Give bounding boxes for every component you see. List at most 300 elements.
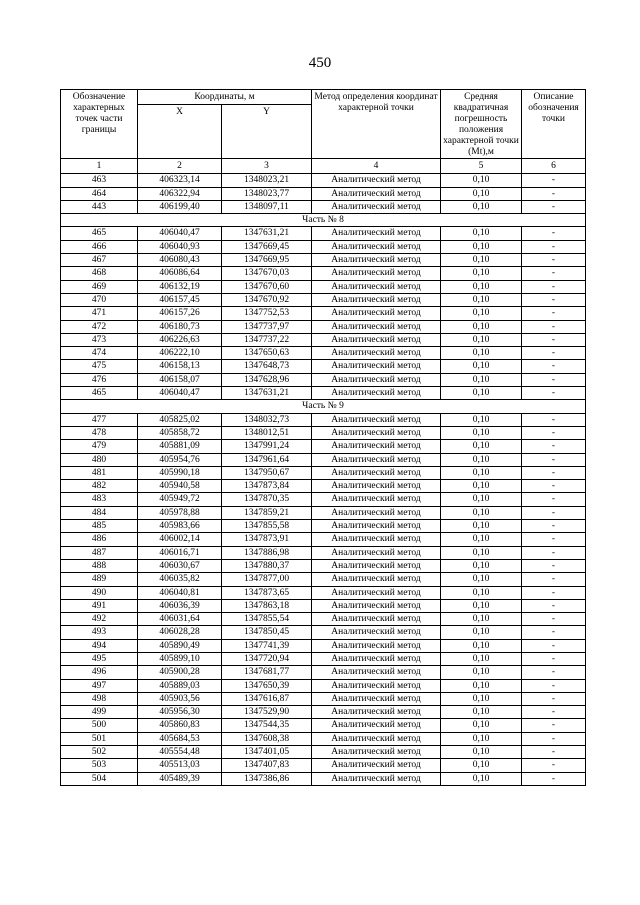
table-row — [61, 573, 586, 586]
coord-x: 406028,28 — [138, 626, 222, 639]
point-id: 476 — [61, 373, 138, 386]
error: 0,10 — [441, 453, 522, 466]
method: Аналитический метод — [312, 626, 441, 639]
error: 0,10 — [441, 599, 522, 612]
method: Аналитический метод — [312, 373, 441, 386]
point-id: 463 — [61, 174, 138, 187]
point-id: 468 — [61, 267, 138, 280]
point-id: 494 — [61, 639, 138, 652]
error: 0,10 — [441, 200, 522, 213]
error: 0,10 — [441, 320, 522, 333]
coord-y: 1347873,65 — [222, 586, 312, 599]
coord-x: 406016,71 — [138, 546, 222, 559]
method: Аналитический метод — [312, 613, 441, 626]
method: Аналитический метод — [312, 280, 441, 293]
description: - — [522, 254, 586, 267]
point-id: 465 — [61, 227, 138, 240]
table-row — [61, 746, 586, 759]
method: Аналитический метод — [312, 347, 441, 360]
error: 0,10 — [441, 333, 522, 346]
coord-x: 405983,66 — [138, 520, 222, 533]
method: Аналитический метод — [312, 174, 441, 187]
method: Аналитический метод — [312, 387, 441, 400]
method: Аналитический метод — [312, 706, 441, 719]
table-row — [61, 240, 586, 253]
method: Аналитический метод — [312, 719, 441, 732]
method: Аналитический метод — [312, 466, 441, 479]
description: - — [522, 533, 586, 546]
description: - — [522, 440, 586, 453]
error: 0,10 — [441, 174, 522, 187]
error: 0,10 — [441, 706, 522, 719]
coord-y: 1347669,45 — [222, 240, 312, 253]
description: - — [522, 759, 586, 772]
coord-x: 405889,03 — [138, 679, 222, 692]
coord-x: 405956,30 — [138, 706, 222, 719]
coord-y: 1347855,54 — [222, 613, 312, 626]
description: - — [522, 520, 586, 533]
error: 0,10 — [441, 440, 522, 453]
error: 0,10 — [441, 240, 522, 253]
error: 0,10 — [441, 347, 522, 360]
header-description: Описание обозначения точки — [522, 90, 586, 159]
header-method: Метод определения координат характерной точки — [312, 90, 441, 159]
point-id: 504 — [61, 772, 138, 785]
error: 0,10 — [441, 520, 522, 533]
table-row — [61, 347, 586, 360]
point-id: 491 — [61, 599, 138, 612]
point-id: 498 — [61, 692, 138, 705]
point-id: 486 — [61, 533, 138, 546]
error: 0,10 — [441, 772, 522, 785]
table-row — [61, 480, 586, 493]
coord-y: 1347873,84 — [222, 480, 312, 493]
table-row — [61, 267, 586, 280]
method: Аналитический метод — [312, 267, 441, 280]
header-designation: Обозначение характерных точек части границы — [61, 90, 138, 159]
coord-y: 1347670,60 — [222, 280, 312, 293]
table-row — [61, 373, 586, 386]
coord-y: 1347670,92 — [222, 293, 312, 306]
method: Аналитический метод — [312, 759, 441, 772]
description: - — [522, 652, 586, 665]
point-id: 464 — [61, 187, 138, 200]
method: Аналитический метод — [312, 599, 441, 612]
table-row — [61, 466, 586, 479]
description: - — [522, 546, 586, 559]
coord-x: 406040,81 — [138, 586, 222, 599]
point-id: 465 — [61, 387, 138, 400]
description: - — [522, 347, 586, 360]
error: 0,10 — [441, 546, 522, 559]
coord-y: 1347873,91 — [222, 533, 312, 546]
error: 0,10 — [441, 480, 522, 493]
coord-y: 1347752,53 — [222, 307, 312, 320]
method: Аналитический метод — [312, 333, 441, 346]
coord-x: 406158,13 — [138, 360, 222, 373]
table-row — [61, 679, 586, 692]
table-row — [61, 599, 586, 612]
coord-y: 1347859,21 — [222, 506, 312, 519]
method: Аналитический метод — [312, 413, 441, 426]
coord-y: 1347681,77 — [222, 666, 312, 679]
table-row — [61, 652, 586, 665]
table-row — [61, 692, 586, 705]
table-row — [61, 506, 586, 519]
point-id: 485 — [61, 520, 138, 533]
point-id: 493 — [61, 626, 138, 639]
point-id: 475 — [61, 360, 138, 373]
coord-x: 406040,47 — [138, 387, 222, 400]
description: - — [522, 639, 586, 652]
method: Аналитический метод — [312, 732, 441, 745]
method: Аналитический метод — [312, 187, 441, 200]
table-row — [61, 626, 586, 639]
point-id: 484 — [61, 506, 138, 519]
method: Аналитический метод — [312, 453, 441, 466]
description: - — [522, 466, 586, 479]
error: 0,10 — [441, 559, 522, 572]
coord-x: 405858,72 — [138, 426, 222, 439]
description: - — [522, 732, 586, 745]
error: 0,10 — [441, 360, 522, 373]
coord-y: 1347670,03 — [222, 267, 312, 280]
header-y: Y — [222, 105, 312, 159]
method: Аналитический метод — [312, 679, 441, 692]
table-row — [61, 426, 586, 439]
section-row — [61, 400, 586, 413]
column-number-row — [61, 159, 586, 174]
coord-y: 1347401,05 — [222, 746, 312, 759]
table-row — [61, 254, 586, 267]
table-row — [61, 387, 586, 400]
table-row — [61, 307, 586, 320]
coord-y: 1347870,35 — [222, 493, 312, 506]
description: - — [522, 599, 586, 612]
header-x: X — [138, 105, 222, 159]
coord-x: 406157,26 — [138, 307, 222, 320]
point-id: 500 — [61, 719, 138, 732]
table-row — [61, 493, 586, 506]
coord-x: 406030,67 — [138, 559, 222, 572]
point-id: 497 — [61, 679, 138, 692]
point-id: 495 — [61, 652, 138, 665]
description: - — [522, 240, 586, 253]
error: 0,10 — [441, 466, 522, 479]
coord-y: 1347648,73 — [222, 360, 312, 373]
coord-x: 406035,82 — [138, 573, 222, 586]
coord-y: 1347961,64 — [222, 453, 312, 466]
method: Аналитический метод — [312, 666, 441, 679]
description: - — [522, 280, 586, 293]
error: 0,10 — [441, 692, 522, 705]
point-id: 472 — [61, 320, 138, 333]
table-row — [61, 360, 586, 373]
table-row — [61, 200, 586, 213]
error: 0,10 — [441, 759, 522, 772]
error: 0,10 — [441, 613, 522, 626]
description: - — [522, 187, 586, 200]
table-row — [61, 293, 586, 306]
table-row — [61, 666, 586, 679]
coord-x: 405900,28 — [138, 666, 222, 679]
coord-x: 405954,76 — [138, 453, 222, 466]
table-row — [61, 706, 586, 719]
description: - — [522, 413, 586, 426]
coord-x: 406080,43 — [138, 254, 222, 267]
description: - — [522, 267, 586, 280]
coord-x: 405899,10 — [138, 652, 222, 665]
coord-x: 406158,07 — [138, 373, 222, 386]
coord-y: 1347608,38 — [222, 732, 312, 745]
point-id: 496 — [61, 666, 138, 679]
description: - — [522, 293, 586, 306]
coord-x: 406040,47 — [138, 227, 222, 240]
method: Аналитический метод — [312, 772, 441, 785]
method: Аналитический метод — [312, 573, 441, 586]
coord-x: 405890,49 — [138, 639, 222, 652]
error: 0,10 — [441, 387, 522, 400]
point-id: 502 — [61, 746, 138, 759]
point-id: 477 — [61, 413, 138, 426]
method: Аналитический метод — [312, 254, 441, 267]
error: 0,10 — [441, 666, 522, 679]
coord-x: 405881,09 — [138, 440, 222, 453]
coord-y: 1347386,86 — [222, 772, 312, 785]
error: 0,10 — [441, 280, 522, 293]
coord-y: 1348032,73 — [222, 413, 312, 426]
description: - — [522, 387, 586, 400]
coord-x: 405940,58 — [138, 480, 222, 493]
error: 0,10 — [441, 267, 522, 280]
table-row — [61, 320, 586, 333]
point-id: 488 — [61, 559, 138, 572]
coord-x: 405860,83 — [138, 719, 222, 732]
table-row — [61, 759, 586, 772]
point-id: 467 — [61, 254, 138, 267]
error: 0,10 — [441, 586, 522, 599]
coord-x: 406086,64 — [138, 267, 222, 280]
method: Аналитический метод — [312, 639, 441, 652]
description: - — [522, 426, 586, 439]
coord-y: 1347650,39 — [222, 679, 312, 692]
method: Аналитический метод — [312, 320, 441, 333]
point-id: 474 — [61, 347, 138, 360]
description: - — [522, 692, 586, 705]
coord-y: 1347863,18 — [222, 599, 312, 612]
point-id: 499 — [61, 706, 138, 719]
coord-y: 1347855,58 — [222, 520, 312, 533]
description: - — [522, 320, 586, 333]
description: - — [522, 307, 586, 320]
table-row — [61, 586, 586, 599]
method: Аналитический метод — [312, 240, 441, 253]
point-id: 501 — [61, 732, 138, 745]
method: Аналитический метод — [312, 586, 441, 599]
method: Аналитический метод — [312, 746, 441, 759]
error: 0,10 — [441, 413, 522, 426]
error: 0,10 — [441, 187, 522, 200]
error: 0,10 — [441, 639, 522, 652]
coordinates-table — [60, 89, 586, 786]
table-row — [61, 280, 586, 293]
error: 0,10 — [441, 679, 522, 692]
method: Аналитический метод — [312, 533, 441, 546]
error: 0,10 — [441, 732, 522, 745]
coord-y: 1347737,97 — [222, 320, 312, 333]
coord-y: 1347877,00 — [222, 573, 312, 586]
method: Аналитический метод — [312, 559, 441, 572]
description: - — [522, 772, 586, 785]
method: Аналитический метод — [312, 493, 441, 506]
coord-y: 1347950,67 — [222, 466, 312, 479]
description: - — [522, 333, 586, 346]
table-row — [61, 453, 586, 466]
page-number: 450 — [308, 55, 332, 71]
coord-x: 406031,64 — [138, 613, 222, 626]
error: 0,10 — [441, 493, 522, 506]
coord-y: 1347737,22 — [222, 333, 312, 346]
error: 0,10 — [441, 254, 522, 267]
coord-x: 406132,19 — [138, 280, 222, 293]
point-id: 490 — [61, 586, 138, 599]
coord-y: 1347631,21 — [222, 227, 312, 240]
point-id: 492 — [61, 613, 138, 626]
coord-y: 1348023,77 — [222, 187, 312, 200]
point-id: 487 — [61, 546, 138, 559]
point-id: 466 — [61, 240, 138, 253]
coord-y: 1347650,63 — [222, 347, 312, 360]
table-row — [61, 533, 586, 546]
error: 0,10 — [441, 652, 522, 665]
method: Аналитический метод — [312, 293, 441, 306]
point-id: 481 — [61, 466, 138, 479]
header-error: Средняя квадратичная погрешность положения характерной точки (Mt),м — [441, 90, 522, 159]
method: Аналитический метод — [312, 480, 441, 493]
coord-y: 1348023,21 — [222, 174, 312, 187]
error: 0,10 — [441, 307, 522, 320]
coord-x: 406180,73 — [138, 320, 222, 333]
error: 0,10 — [441, 533, 522, 546]
description: - — [522, 719, 586, 732]
method: Аналитический метод — [312, 440, 441, 453]
section-title: Часть № 8 — [61, 214, 586, 227]
coord-y: 1348012,51 — [222, 426, 312, 439]
table-row — [61, 613, 586, 626]
method: Аналитический метод — [312, 506, 441, 519]
coord-y: 1347991,24 — [222, 440, 312, 453]
column-number: 1 — [61, 159, 138, 174]
description: - — [522, 746, 586, 759]
description: - — [522, 480, 586, 493]
description: - — [522, 453, 586, 466]
coord-y: 1348097,11 — [222, 200, 312, 213]
point-id: 482 — [61, 480, 138, 493]
method: Аналитический метод — [312, 652, 441, 665]
error: 0,10 — [441, 719, 522, 732]
point-id: 443 — [61, 200, 138, 213]
coord-x: 405554,48 — [138, 746, 222, 759]
table-row — [61, 440, 586, 453]
coord-y: 1347631,21 — [222, 387, 312, 400]
table-row — [61, 227, 586, 240]
table-row — [61, 639, 586, 652]
error: 0,10 — [441, 373, 522, 386]
column-number: 6 — [522, 159, 586, 174]
error: 0,10 — [441, 227, 522, 240]
coord-y: 1347407,83 — [222, 759, 312, 772]
coord-y: 1347720,94 — [222, 652, 312, 665]
coord-x: 406323,14 — [138, 174, 222, 187]
point-id: 469 — [61, 280, 138, 293]
coord-y: 1347886,98 — [222, 546, 312, 559]
description: - — [522, 373, 586, 386]
coord-x: 406002,14 — [138, 533, 222, 546]
column-number: 2 — [138, 159, 222, 174]
coord-x: 405513,03 — [138, 759, 222, 772]
table-body — [61, 174, 586, 786]
point-id: 489 — [61, 573, 138, 586]
coord-x: 405684,53 — [138, 732, 222, 745]
coord-y: 1347616,87 — [222, 692, 312, 705]
coord-x: 405825,02 — [138, 413, 222, 426]
column-number: 4 — [312, 159, 441, 174]
coord-x: 406040,93 — [138, 240, 222, 253]
point-id: 473 — [61, 333, 138, 346]
table-row — [61, 174, 586, 187]
error: 0,10 — [441, 293, 522, 306]
coord-x: 405903,56 — [138, 692, 222, 705]
point-id: 479 — [61, 440, 138, 453]
point-id: 470 — [61, 293, 138, 306]
coord-y: 1347741,39 — [222, 639, 312, 652]
table-row — [61, 546, 586, 559]
section-title: Часть № 9 — [61, 400, 586, 413]
coord-y: 1347880,37 — [222, 559, 312, 572]
section-row — [61, 214, 586, 227]
coord-x: 406157,45 — [138, 293, 222, 306]
method: Аналитический метод — [312, 307, 441, 320]
point-id: 503 — [61, 759, 138, 772]
description: - — [522, 493, 586, 506]
description: - — [522, 559, 586, 572]
error: 0,10 — [441, 426, 522, 439]
description: - — [522, 174, 586, 187]
description: - — [522, 613, 586, 626]
error: 0,10 — [441, 626, 522, 639]
coord-x: 405489,39 — [138, 772, 222, 785]
table-row — [61, 559, 586, 572]
description: - — [522, 227, 586, 240]
method: Аналитический метод — [312, 520, 441, 533]
method: Аналитический метод — [312, 360, 441, 373]
point-id: 478 — [61, 426, 138, 439]
table-row — [61, 187, 586, 200]
description: - — [522, 586, 586, 599]
coord-y: 1347529,90 — [222, 706, 312, 719]
method: Аналитический метод — [312, 426, 441, 439]
coord-x: 406222,10 — [138, 347, 222, 360]
coord-y: 1347628,96 — [222, 373, 312, 386]
description: - — [522, 626, 586, 639]
method: Аналитический метод — [312, 692, 441, 705]
error: 0,10 — [441, 746, 522, 759]
header-coordinates: Координаты, м — [138, 90, 312, 105]
coord-x: 405978,88 — [138, 506, 222, 519]
table-row — [61, 333, 586, 346]
coord-x: 406226,63 — [138, 333, 222, 346]
description: - — [522, 506, 586, 519]
